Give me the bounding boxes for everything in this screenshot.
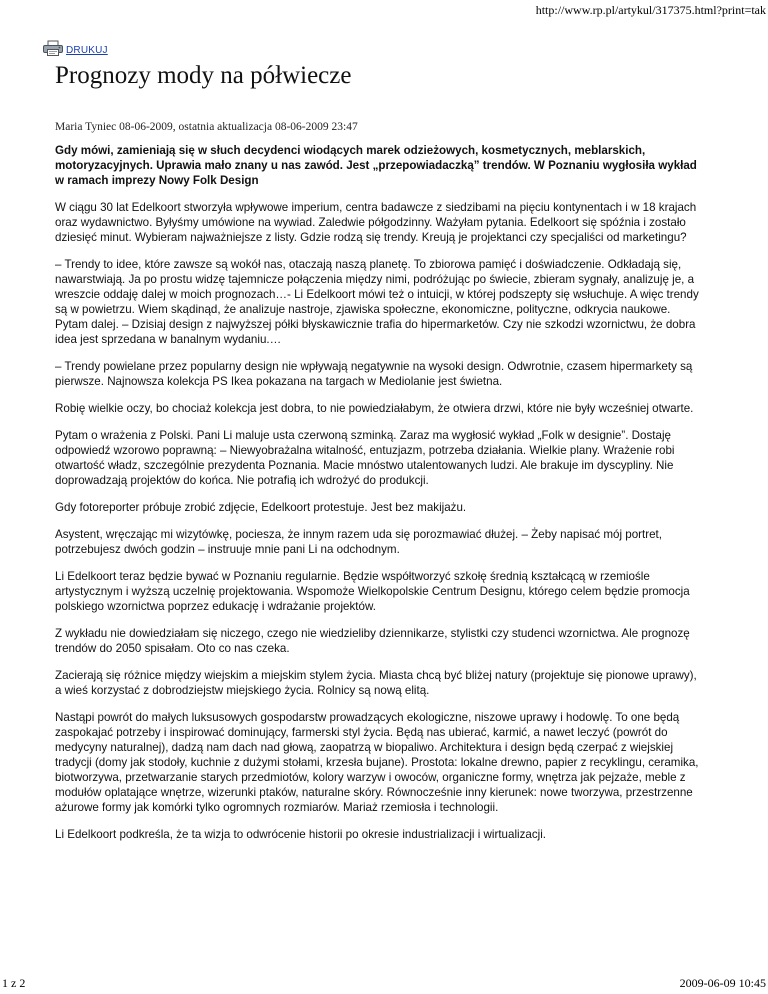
article-paragraph: Zacierają się różnice między wiejskim a miejskim stylem życia. Miasta chcą być bliżej natury (projektuje się pionowe uprawy), a wieś korzystać z dobrodziejstw miejskiego życia. Rolnicy są nową elitą.	[55, 669, 697, 697]
article-paragraph: Pytam o wrażenia z Polski. Pani Li maluje usta czerwoną szminką. Zaraz ma wygłosić wykład „Folk w designie”. Dostaję odpowiedź wzorowo poprawną: – Niewyobrażalna witalność, entuzjazm, potrzeba działania. Wielkie plany. Wrażenie robi otwartość władz, szczególnie prezydenta Poznania. Macie mnóstwo utalentowanych ludzi. Ale brakuje im dyscypliny. Nie doprowadzają projektów do końca. Nie potrafią ich wdrożyć do produkcji.	[55, 429, 675, 487]
page-counter: 1 z 2	[2, 976, 26, 990]
print-button[interactable]	[42, 40, 108, 56]
article-paragraph: – Trendy to idee, które zawsze są wokół nas, otaczają naszą planetę. To zbiorowa pamięć i doświadczenie. Odkładają się, nawarstwiają. Ja po prostu widzę tajemnicze połączenia między nimi, podróżując po świecie, zbieram sygnały, analizuję je, a wreszcie oddaję dalej w moich prognozach…- Li Edelkoort mówi też o intuicji, w której podszepty się wsłuchuje. A więc trendy są w powietrzu. Wiem skądinąd, że analizuje nastroje, zjawiska społeczne, ekonomiczne, polityczne, odkrycia naukowe. Pytam dalej. – Dzisiaj design z najwyższej półki błyskawicznie trafia do hipermarketów. Czy nie szkodzi wzornictwu, że dobra idea jest sprzedana w banalnym wydaniu.…	[55, 258, 699, 346]
print-link[interactable]: DRUKUJ	[66, 44, 108, 56]
article-paragraph: Robię wielkie oczy, bo chociaż kolekcja jest dobra, to nie powiedziałabym, że otwiera drzwi, które nie były wcześniej otwarte.	[55, 402, 694, 415]
article-paragraph: – Trendy powielane przez popularny design nie wpływają negatywnie na wysoki design. Odwrotnie, czasem hipermarkety są pierwsze. Najnowsza kolekcja PS Ikea pokazana na targach w Mediolanie jest świetna.	[55, 360, 693, 388]
print-datetime: 2009-06-09 10:45	[679, 976, 766, 990]
article-paragraph: Asystent, wręczając mi wizytówkę, pociesza, że innym razem uda się porozmawiać dłużej. – Żeby napisać mój portret, potrzebujesz dwóch godzin – instruuje mnie pani Li na odchodnym.	[55, 528, 662, 556]
article-byline: Maria Tyniec 08-06-2009, ostatnia aktualizacja 08-06-2009 23:47	[55, 121, 358, 133]
page-url: http://www.rp.pl/artykul/317375.html?print=tak	[535, 3, 766, 17]
article-paragraph: Gdy fotoreporter próbuje zrobić zdjęcie, Edelkoort protestuje. Jest bez makijażu.	[55, 501, 467, 514]
printer-icon[interactable]	[42, 40, 64, 56]
article-paragraph: Li Edelkoort teraz będzie bywać w Poznaniu regularnie. Będzie współtworzyć szkołę średnią kształcącą w rzemiośle artystycznym i wyższą uczelnię projektowania. Wspomoże Wielkopolskie Centrum Designu, którego celem będzie promocja polskiego wzornictwa poprzez edukację i wdrażanie projektów.	[55, 570, 690, 613]
article-body	[55, 143, 705, 854]
article-paragraph: Z wykładu nie dowiedziałam się niczego, czego nie wiedzieliby dziennikarze, stylistki czy studenci wzornictwa. Ale prognozę trendów do 2050 spisałam. Oto co nas czeka.	[55, 627, 690, 655]
article-paragraph: Nastąpi powrót do małych luksusowych gospodarstw prowadzących ekologiczne, niszowe uprawy i hodowlę. To one będą zaspokajać potrzeby i inspirować dominujący, farmerski styl życia. Będą nas ubierać, karmić, a nawet leczyć (powrót do medycyny naturalnej), dadzą nam dach nad głową, zaopatrzą w biopaliwo. Architektura i design będą czerpać z wiejskiej tradycji (domy jak stodoły, kuchnie z dużymi stołami, krzesła bujane). Prostota: lokalne drewno, papier z recyklingu, ceramika, biotworzywa, przetwarzanie starych przedmiotów, kolory warzyw i owoców, organiczne formy, wnętrza jak pejzaże, meble z modułów oplatające wnętrze, wizerunki ptaków, naturalne skóry. Równocześnie inny kierunek: nowe tworzywa, przestrzenne ażurowe formy jak komórki tylko ogromnych rozmiarów. Mariaż rzemiosła i technologii.	[55, 711, 699, 814]
article-paragraph: Li Edelkoort podkreśla, że ta wizja to odwrócenie historii po okresie industrializacji i wirtualizacji.	[55, 828, 547, 841]
article-lead: Gdy mówi, zamieniają się w słuch decydenci wiodących marek odzieżowych, kosmetycznych, meblarskich, motoryzacyjnych. Uprawia mało znany u nas zawód. Jest „przepowiadaczką” trendów. W Poznaniu wygłosiła wykład w ramach imprezy Nowy Folk Design	[55, 144, 697, 187]
article-title: Prognozy mody na półwiecze	[55, 62, 352, 89]
article-paragraph: W ciągu 30 lat Edelkoort stworzyła wpływowe imperium, centra badawcze z siedzibami na pięciu kontynentach i w 18 krajach oraz wydawnictwo. Byłyśmy umówione na wywiad. Zaledwie półgodzinny. Ważyłam pytania. Edelkoort się spóźnia i zostało dziesięć minut. Wybieram najważniejsze z listy. Gdzie rodzą się trendy. Kreują je projektanci czy specjaliści od marketingu?	[55, 201, 697, 244]
